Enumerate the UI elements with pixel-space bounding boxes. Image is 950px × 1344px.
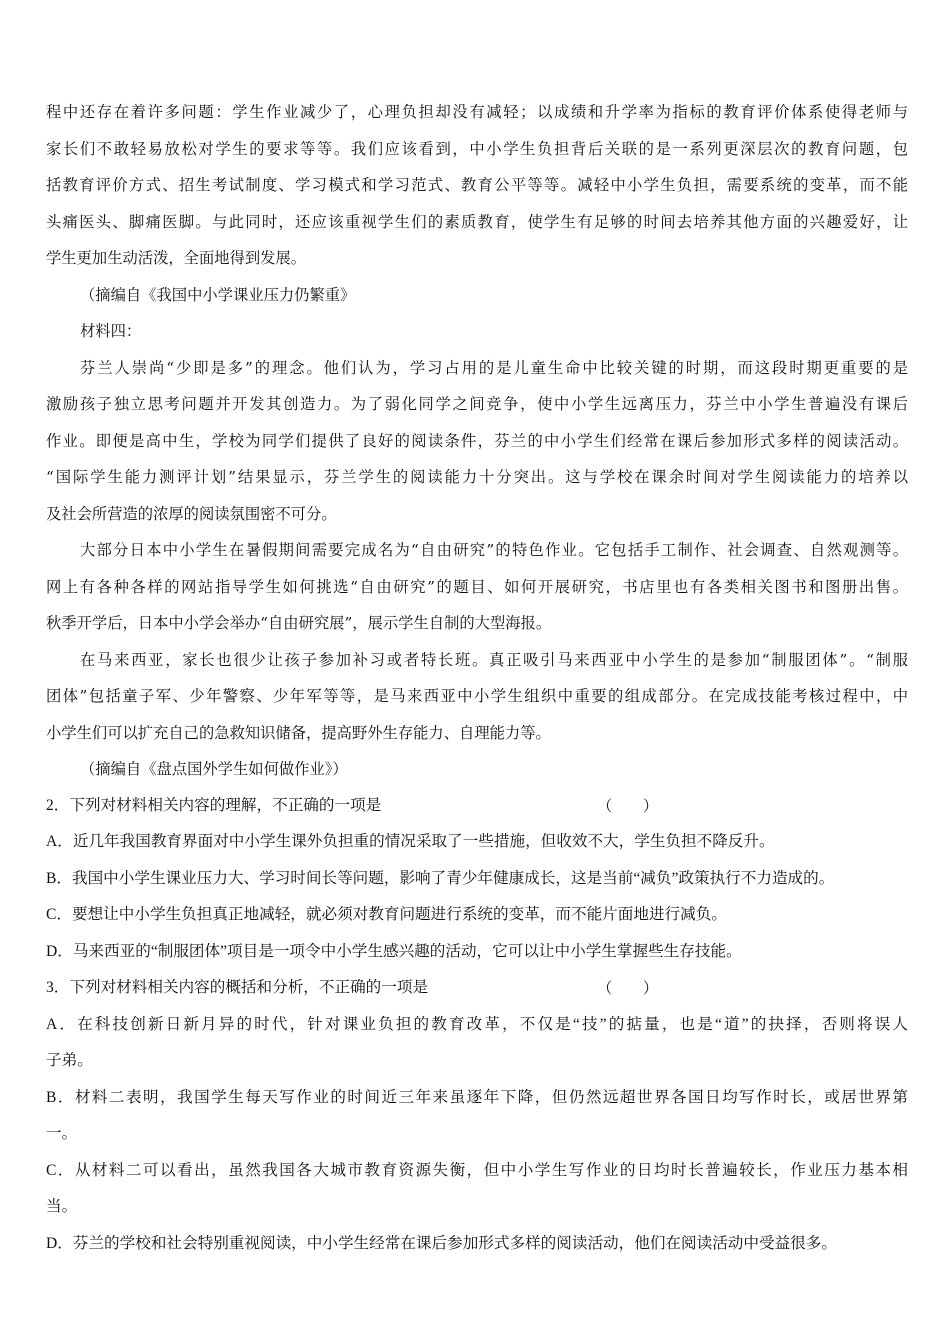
- material-heading: 材料四：: [80, 322, 142, 340]
- passage-line: 网上有各种各样的网站指导学生如何挑选“自由研究”的题目、如何开展研究，书店里也有各类相关图书和图册出售。: [46, 578, 908, 596]
- passage-line: 秋季开学后，日本中小学会举办“自由研究展”，展示学生自制的大型海报。: [46, 614, 552, 632]
- answer-blank: （ ）: [597, 797, 659, 815]
- option-a: A．在科技创新日新月异的时代，针对课业负担的教育改革，不仅是“技”的掂量，也是“道”的抉择，否则将误人: [46, 1016, 908, 1033]
- question-2-stem: 2．下列对材料相关内容的理解，不正确的一项是: [46, 797, 382, 814]
- option-c: C．要想让中小学生负担真正地减轻，就必须对教育问题进行系统的变革，而不能片面地进行减负。: [46, 906, 727, 923]
- passage-line: 家长们不敢轻易放松对学生的要求等等。我们应该看到，中小学生负担背后关联的是一系列更深层次的教育问题，包: [46, 140, 908, 158]
- passage-line: 括教育评价方式、招生考试制度、学习模式和学习范式、教育公平等等。减轻中小学生负担，需要系统的变革，而不能: [46, 176, 908, 194]
- passage-line: 头痛医头、脚痛医脚。与此同时，还应该重视学生们的素质教育，使学生有足够的时间去培养其他方面的兴趣爱好，让: [46, 213, 908, 231]
- passage-line: 大部分日本中小学生在暑假期间需要完成名为“自由研究”的特色作业。它包括手工制作、社会调查、自然观测等。: [80, 541, 908, 559]
- option-d: D．芬兰的学校和社会特别重视阅读，中小学生经常在课后参加形式多样的阅读活动，他们在阅读活动中受益很多。: [46, 1235, 837, 1252]
- passage-line: 程中还存在着许多问题：学生作业减少了，心理负担却没有减轻；以成绩和升学率为指标的教育评价体系使得老师与: [46, 103, 908, 121]
- passage-line: 小学生们可以扩充自己的急救知识储备，提高野外生存能力、自理能力等。: [46, 724, 551, 742]
- passage-line: 及社会所营造的浓厚的阅读氛围密不可分。: [46, 505, 337, 523]
- option-d: D．马来西亚的“制服团体”项目是一项令中小学生感兴趣的活动，它可以让中小学生掌握些生存技能。: [46, 943, 742, 960]
- passage-line: 芬兰人崇尚“少即是多”的理念。他们认为，学习占用的是儿童生命中比较关键的时期，而这段时期更重要的是: [80, 359, 908, 377]
- option-b: B．我国中小学生课业压力大、学习时间长等问题，影响了青少年健康成长，这是当前“减负”政策执行不力造成的。: [46, 870, 835, 887]
- passage-line: 团体”包括童子军、少年警察、少年军等等，是马来西亚中小学生组织中重要的组成部分。在完成技能考核过程中，中: [46, 687, 908, 705]
- option-b: B．材料二表明，我国学生每天写作业的时间近三年来虽逐年下降，但仍然远超世界各国日均写作时长，或居世界第: [46, 1089, 908, 1106]
- passage-line: “国际学生能力测评计划”结果显示，芬兰学生的阅读能力十分突出。这与学校在课余时间对学生阅读能力的培养以: [46, 468, 908, 486]
- option-b-cont: 一。: [46, 1125, 78, 1142]
- option-a: A．近几年我国教育界面对中小学生课外负担重的情况采取了一些措施，但收效不大，学生负担不降反升。: [46, 833, 775, 850]
- option-c-cont: 当。: [46, 1198, 78, 1215]
- passage-line: 作业。即便是高中生，学校为同学们提供了良好的阅读条件，芬兰的中小学生们经常在课后参加形式多样的阅读活动。: [46, 432, 908, 450]
- source-citation: （摘编自《盘点国外学生如何做作业》）: [80, 760, 348, 778]
- passage-line: 在马来西亚，家长也很少让孩子参加补习或者特长班。真正吸引马来西亚中小学生的是参加“制服团体”。“制服: [80, 651, 908, 669]
- option-c: C．从材料二可以看出，虽然我国各大城市教育资源失衡，但中小学生写作业的日均时长普遍较长，作业压力基本相: [46, 1162, 908, 1179]
- source-citation: （摘编自《我国中小学课业压力仍繁重》: [80, 286, 356, 304]
- passage-line: 激励孩子独立思考问题并开发其创造力。为了弱化同学之间竞争，使中小学生远离压力，芬兰中小学生普遍没有课后: [46, 395, 908, 413]
- passage-line: 学生更加生动活泼，全面地得到发展。: [46, 249, 307, 267]
- question-3-stem: 3．下列对材料相关内容的概括和分析，不正确的一项是: [46, 979, 429, 996]
- option-a-cont: 子弟。: [46, 1052, 93, 1069]
- answer-blank: （ ）: [597, 979, 659, 997]
